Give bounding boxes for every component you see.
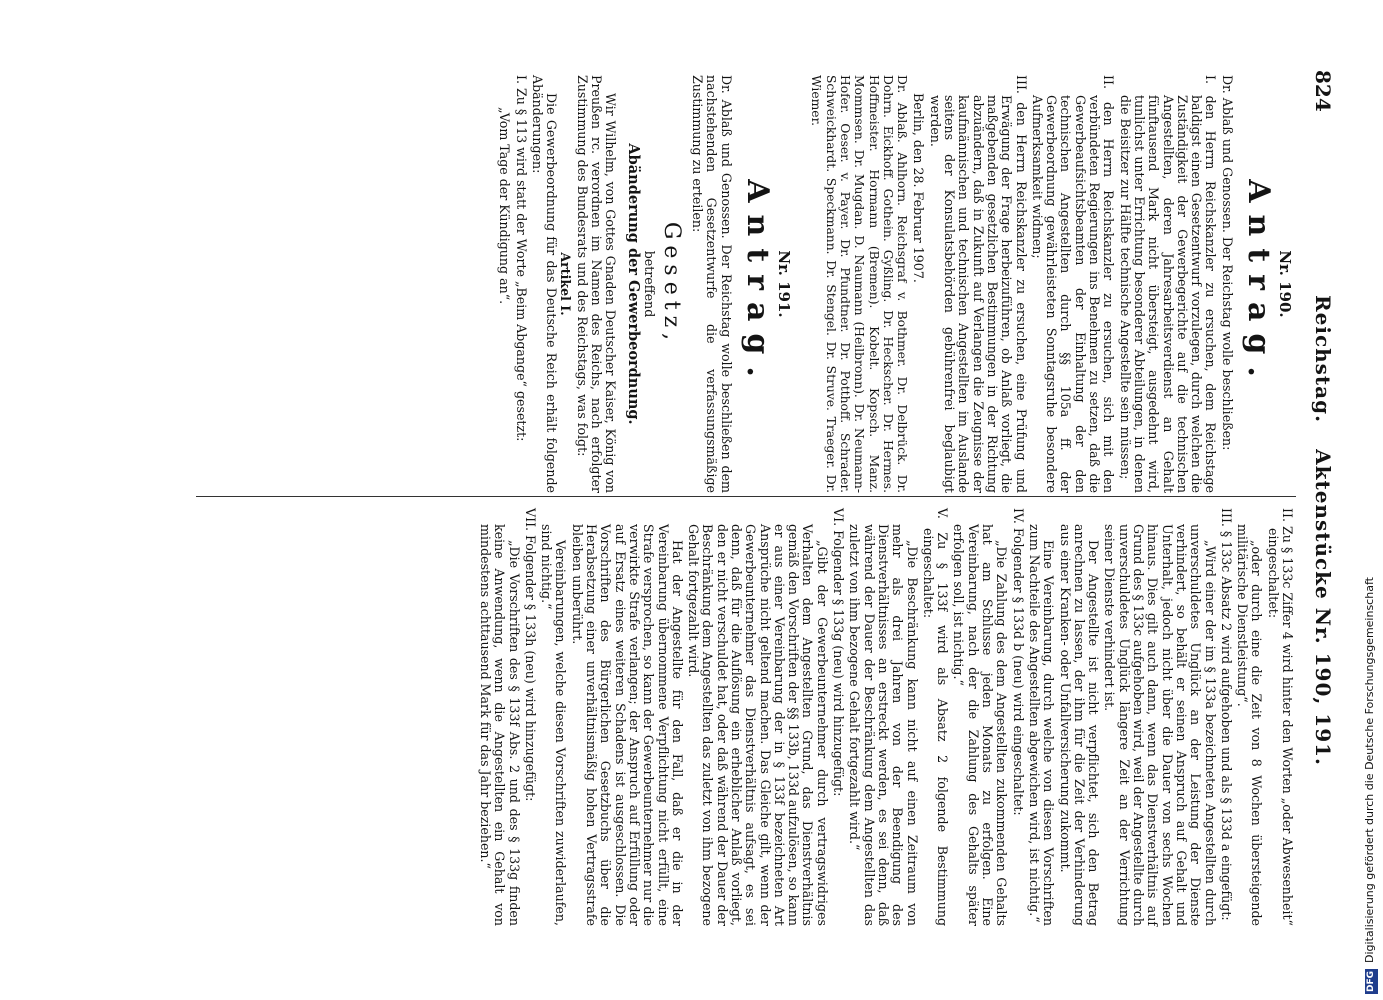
amendment-vii-quote: „Die Vorschriften des § 133f Abs. 2 und des § 133g finden keine Anwendung, wenn die Angestellten ein Gehalt von mindestens achttausend Mark für das Jahr beziehen.“ [477, 524, 522, 926]
running-head-right: Aktenstücke Nr. 190, 191. [1311, 449, 1335, 767]
amendment-vi-para-3: Vereinbarungen, welche diesen Vorschriften zuwiderlaufen, sind nichtig.“ [539, 524, 569, 926]
amendment-ii-quote: „oder durch eine die Zeit von 8 Wochen übersteigende militärische Dienstleistung“. [1235, 524, 1265, 926]
running-head-left: Reichstag. [1311, 295, 1335, 424]
digitization-credit [1360, 6, 1380, 994]
law-title: Abänderung der Gewerbeordnung. [624, 143, 642, 425]
rotated-document-page [100, 0, 1340, 1000]
amendment-ii: II. Zu § 133c Ziffer 4 wird hinter den Worten „oder Abwesenheit“ eingeschaltet: [1265, 508, 1295, 926]
heading-betreffend: betreffend [641, 250, 657, 318]
amendment-v-quote: „Die Beschränkung kann nicht auf einen Zeitraum von mehr als drei Jahren von der Beendigung des Dienstverhältnisses an erstreckt werden, es sei denn, daß während der Dauer der Beschränkung dem Angestellten das zuletzt von ihm bezogene Gehalt fortgezahlt wird.“ [847, 524, 920, 926]
amendment-vi-quote: „Gibt der Gewerbeunternehmer durch vertragswidriges Verhalten dem Angestellten Grund, das Dienstverhältnis gemäß den Vorschriften der §§ 133b, 133d aufzulösen, so kann er aus einer Vereinbarung der in § 133f bezeichneten Art Ansprüche nicht geltend machen. Das Gleiche gilt, wenn der Gewerbeunternehmer das Dienstverhältnis aufsagt, es sei denn, daß für die Auflösung ein erheblicher Anlaß vorliegt, den er nicht verschuldet hat, oder daß während der Dauer der Beschränkung dem Angestellten das zuletzt von ihm bezogene Gehalt fortgezahlt wird. [686, 524, 830, 926]
left-column [495, 75, 1294, 493]
amendment-iii: III. § 133c Absatz 2 wird aufgehoben und als § 133d a eingefügt: [1218, 508, 1234, 921]
signatories-190: Dr. Ablaß. Ahlhorn. Reichsgraf v. Bothmer. Dr. Delbrück. Dr. Dohrn. Eickhoff. Gothein. Gyßling. Dr. Heckscher. Dr. Hermes. Hoffmeister. Hormann (Bremen). Kobelt. Kopsch. Manz. Mommsen. Dr. Mugdan. D. Naumann (Heilbronn). Dr. Neumann-Hofer. Oeser. v. Payer. Dr. Pfundtner. Dr. Potthoff. Schrader. Schweickhardt. Speckmann. Dr. Stengel. Dr. Struve. Traeger. Dr. Wiemer. [809, 75, 910, 493]
motion-item-2: II. den Herrn Reichskanzler zu ersuchen, sich mit den verbündeten Regierungen ins Benehmen zu setzen, daß die Gewerbeaufsichtsbeamten der Einhaltung der den technischen Angestellten durch §§ 105a ff. der Gewerbeordnung gewährleisteten Sonntagsruhe besondere Aufmerksamkeit widmen; [1029, 75, 1117, 493]
amendment-iv-quote: „Die Zahlung des dem Angestellten zukommenden Gehalts hat am Schlusse jeden Monats zu erfolgen. Eine Vereinbarung, nach der die Zahlung des Gehalts später erfolgen soll, ist nichtig.“ [951, 524, 1010, 926]
motion-intro-190: Dr. Ablaß und Genossen. Der Reichstag wolle beschließen: [1219, 75, 1235, 451]
heading-gesetz: Gesetz, [658, 221, 684, 347]
amendment-vi: VI. Folgender § 133g (neu) wird hinzugefügt: [831, 508, 847, 797]
enacting-clause: Wir Wilhelm, von Gottes Gnaden Deutscher Kaiser, König von Preußen rc. verordnen im Namen des Reichs, nach erfolgter Zustimmung des Bundesrats und des Reichstags, was folgt: [574, 75, 619, 493]
right-column [476, 508, 1294, 926]
page-number: 824 [1311, 70, 1335, 112]
dfg-logo: DFG [1366, 970, 1376, 992]
motion-item-3: III. den Herrn Reichskanzler zu ersuchen, eine Prüfung und Erwägung der Frage herbeizuführen, ob Anlaß vorliegt, die maßgebenden gesetzlichen Bestimmungen in der Richtung abzuändern, daß in Zukunft auf Verlangen die Zeugnisse der kaufmännischen und technischen Angestellten im Auslande seitens der Konsulatsbehörden gebührenfrei beglaubigt werden. [927, 75, 1029, 493]
amendment-vi-para-2: Hat der Angestellte für den Fall, daß er die in der Vereinbarung übernommene Verpflichtung nicht erfüllt, eine Strafe versprochen, so kann der Gewerbeunternehmer nur die verwirkte Strafe verlangen; der Anspruch auf Erfüllung oder auf Ersatz eines weiteren Schadens ist ausgeschlossen. Die Vorschriften des Bürgerlichen Gesetzbuchs über die Herabsetzung einer unverhältnismäßig hohen Vertragsstrafe bleiben unberührt. [569, 524, 685, 926]
article-text: Die Gewerbeordnung für das Deutsche Reich erhält folgende Abänderungen: [529, 75, 560, 493]
heading-antrag-191: Antrag. [739, 179, 775, 389]
heading-antrag-190: Antrag. [1240, 179, 1276, 389]
motion-intro-191: Dr. Ablaß und Genossen. Der Reichstag wolle beschließen dem nachstehenden Gesetzentwurfe die verfassungsmäßige Zustimmung zu erteilen: [690, 75, 734, 493]
article-heading: Artikel I. [558, 252, 574, 316]
heading-nr-190: Nr. 190. [1276, 250, 1294, 318]
amendment-vii: VII. Folgender § 133h (neu) wird hinzugefügt: [522, 508, 538, 802]
amendment-iii-para-3: Eine Vereinbarung, durch welche von diesen Vorschriften zum Nachteile des Angestellten abgewichen wird, ist nichtig.“ [1026, 524, 1057, 926]
amendment-v: V. Zu § 133f wird als Absatz 2 folgende Bestimmung eingeschaltet: [920, 508, 951, 926]
motion-item-1: I. den Herrn Reichskanzler zu ersuchen, dem Reichstage baldigst einen Gesetzentwurf vorzulegen, durch welchen die Zuständigkeit der Gewerbegerichte auf die technischen Angestellten, deren Jahresarbeitsverdienst an Gehalt fünftausend Mark nicht übersteigt, ausgedehnt wird, tunlichst unter Errichtung besonderer Abteilungen, in denen die Beisitzer zur Hälfte technische Angestellte sein müssen; [1117, 75, 1219, 493]
credit-text: Digitalisierung gefördert durch die Deutsche Forschungsgemeinschaft [1363, 577, 1376, 963]
heading-nr-191: Nr. 191. [775, 250, 794, 318]
motion-date-190: Berlin, den 28. Februar 1907. [911, 93, 927, 283]
article-item-i-quote: „Vom Tage der Kündigung an“. [497, 107, 513, 305]
column-divider [196, 496, 1296, 497]
article-item-i: I. Zu § 113 wird statt der Worte „Beim Abgange“ gesetzt: [513, 75, 529, 442]
amendment-iv: IV. Folgender § 133d b (neu) wird eingeschaltet: [1010, 508, 1026, 816]
running-head [1311, 295, 1335, 767]
amendment-iii-quote: „Wird einer der im § 133a bezeichneten Angestellten durch unverschuldetes Unglück an der Leistung der Dienste verhindert, so behält er seinen Anspruch auf Gehalt und Unterhalt, jedoch nicht über die Dauer von sechs Wochen hinaus. Dies gilt auch dann, wenn das Dienstverhältnis auf Grund des § 133c aufgehoben wird, weil der Angestellte durch unverschuldetes Unglück längere Zeit an der Verrichtung seiner Dienste verhindert ist. [1102, 524, 1218, 926]
amendment-iii-para-2: Der Angestellte ist nicht verpflichtet, sich den Betrag anrechnen zu lassen, der ihm für die Zeit der Verhinderung aus einer Kranken- oder Unfallversicherung zukommt. [1057, 524, 1102, 926]
